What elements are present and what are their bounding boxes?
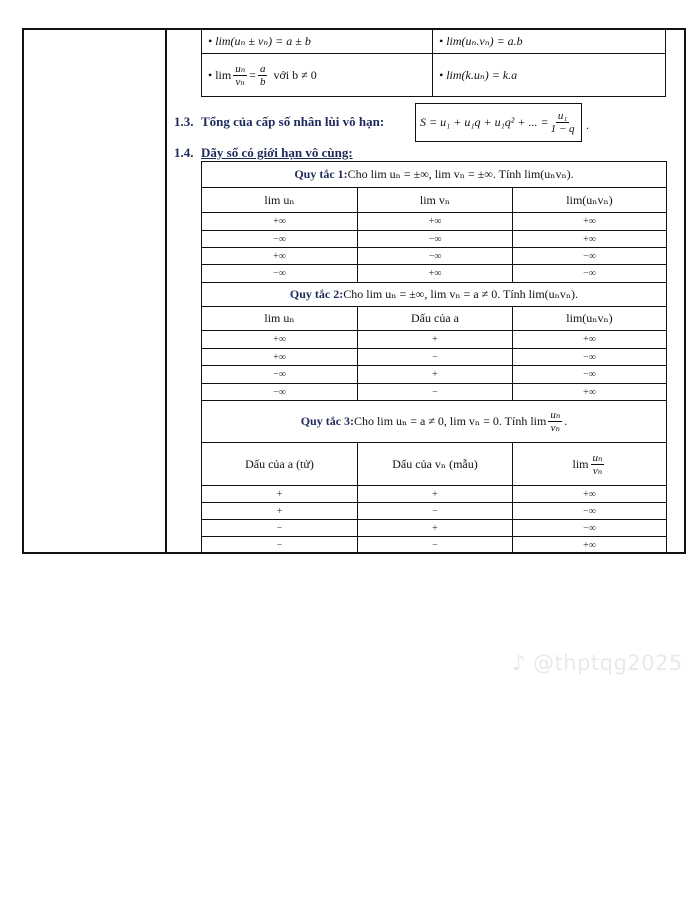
- rule3-cell: +: [432, 488, 438, 500]
- rule3-cell: +: [276, 505, 283, 517]
- rule3-cell: −: [276, 539, 283, 551]
- rule2-title: Quy tắc 2: Cho lim uₙ = ±∞, lim vₙ = a ≠ 0. Tính lim(uₙvₙ).: [289, 287, 579, 301]
- rule2-cell: +∞: [583, 334, 596, 345]
- rule1-title: Quy tắc 1: Cho lim uₙ = ±∞, lim vₙ = ±∞. Tính lim(uₙvₙ).: [294, 167, 574, 181]
- formula-period: .: [586, 118, 589, 132]
- rule2-cell: +: [432, 334, 438, 345]
- rule1-cell: −∞: [428, 250, 442, 262]
- outer-border-right: [684, 28, 686, 554]
- rule2-cell: −: [432, 386, 438, 398]
- rule3-title: Quy tắc 3: Cho lim uₙ = a ≠ 0, lim vₙ = 0. Tính lim $\frac{\text{uₙ}}{\text{vₙ}}$ .: [300, 409, 568, 434]
- rule3-cell: +∞: [583, 539, 596, 551]
- rule1-cell: −∞: [428, 233, 442, 245]
- rule3-cell: −: [432, 539, 438, 551]
- property-quotient: • lim $\frac{\text{uₙ}}{\text{vₙ}}$ = $\frac{a}{b}$ với b ≠ 0: [208, 62, 317, 88]
- property-sum: • lim(uₙ ± vₙ) = a ± b: [208, 34, 311, 48]
- rule1-cell: −∞: [273, 268, 286, 279]
- rule1-header-2: lim vₙ: [419, 192, 451, 207]
- rule1-cell: +∞: [273, 250, 286, 262]
- rule2-cell: +: [432, 369, 438, 380]
- rule2-cell: +∞: [583, 386, 596, 398]
- rule2-cell: +∞: [273, 351, 286, 363]
- rule1-cell: −∞: [273, 233, 286, 245]
- rule1-cell: −∞: [583, 268, 596, 279]
- rule3-cell: −∞: [583, 522, 596, 534]
- rule1-header-1: lim uₙ: [264, 192, 295, 207]
- outer-column-divider: [165, 28, 167, 554]
- rule1-cell: +∞: [583, 216, 596, 227]
- rule2-cell: −∞: [273, 369, 286, 380]
- rule2-cell: −∞: [583, 369, 596, 380]
- rule2-cell: −∞: [583, 351, 596, 363]
- rule3-header-3: lim $\frac{\text{uₙ}}{\text{vₙ}}$: [572, 451, 603, 477]
- section-1-4-heading: 1.4. Dãy số có giới hạn vô cùng:: [174, 145, 353, 160]
- watermark: ♪ @thptqg2025: [512, 651, 683, 675]
- rule2-cell: −∞: [273, 386, 286, 398]
- rule3-cell: −: [432, 505, 438, 517]
- outer-border-left: [22, 28, 24, 554]
- rule3-cell: −: [276, 522, 283, 534]
- rule1-header-3: lim(uₙvₙ): [566, 192, 613, 207]
- rule2-header-3: lim(uₙvₙ): [566, 311, 613, 325]
- section-1-3-heading: 1.3. Tổng của cấp số nhân lùi vô hạn:: [174, 114, 385, 129]
- rule3-cell: +: [432, 522, 438, 534]
- rule1-cell: +∞: [428, 216, 442, 227]
- geometric-series-formula: S = u₁ + u₁q + u₁q² + ... = $\frac{\text{u₁}}{1 - q}$: [415, 103, 582, 142]
- rule3-cell: −∞: [583, 505, 596, 517]
- property-product: • lim(uₙ.vₙ) = a.b: [439, 34, 523, 48]
- rule1-cell: +∞: [428, 268, 442, 279]
- rule3-cell: +∞: [583, 488, 596, 500]
- rule2-header-1: lim uₙ: [264, 311, 295, 325]
- rule3-header-2: Dấu của vₙ (mẫu): [392, 456, 478, 471]
- rule3-header-1: Dấu của a (tử): [245, 456, 314, 471]
- rule2-cell: +∞: [273, 334, 286, 345]
- rule1-cell: +∞: [583, 233, 596, 245]
- rule2-cell: −: [432, 351, 438, 363]
- rule1-cell: −∞: [583, 250, 596, 262]
- property-scalar: • lim(k.uₙ) = k.a: [439, 67, 518, 82]
- rule1-cell: +∞: [273, 216, 286, 227]
- rule3-cell: +: [276, 488, 283, 500]
- rule2-header-2: Dấu của a: [411, 311, 459, 325]
